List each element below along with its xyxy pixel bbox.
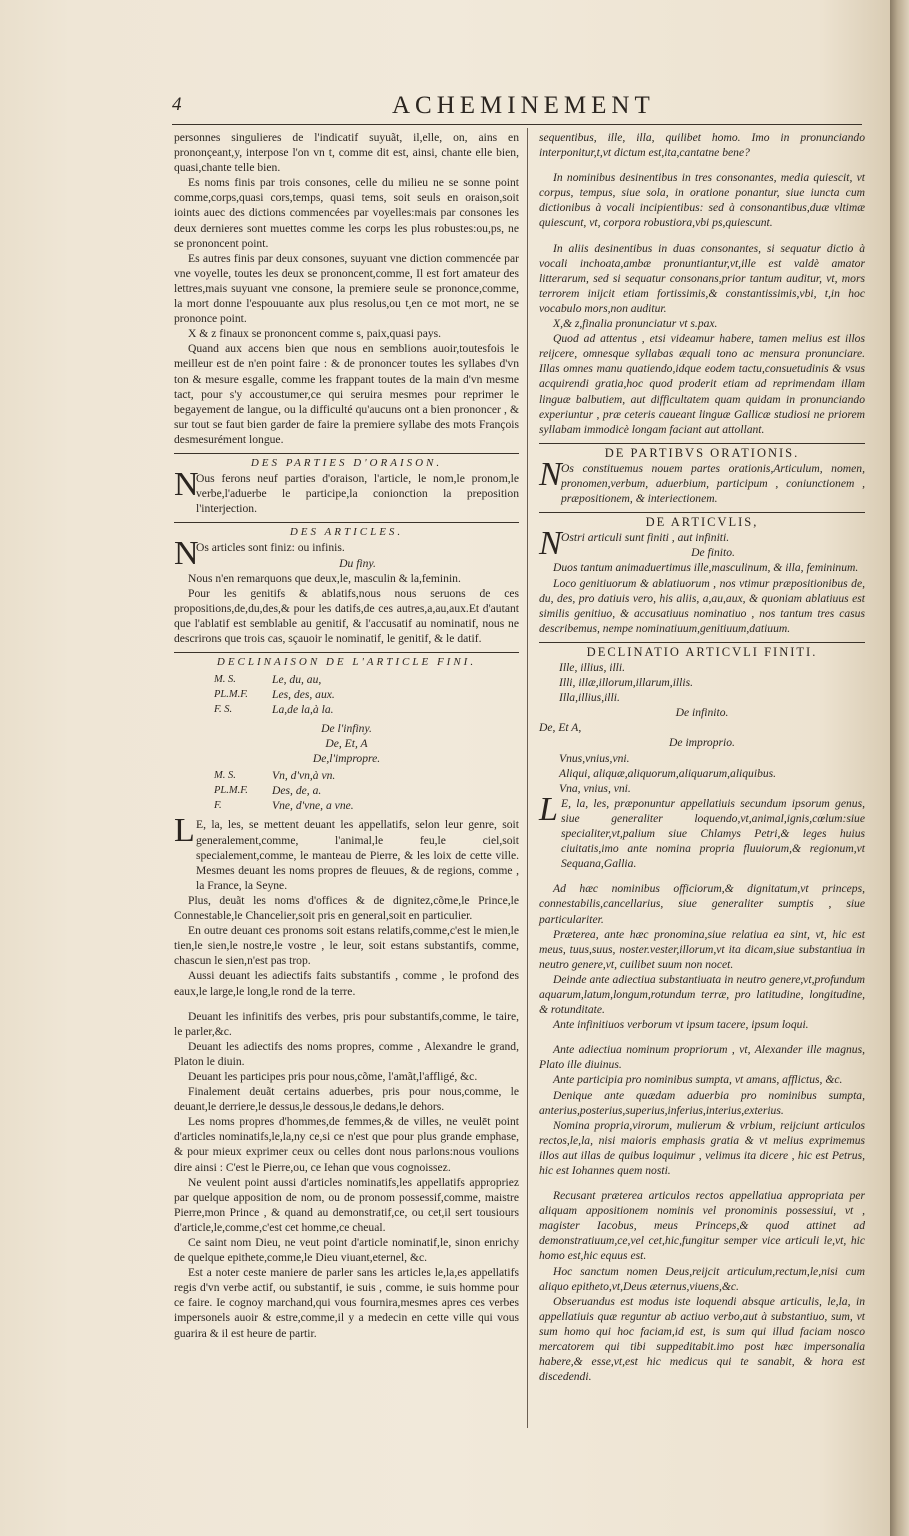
subheading: De infinito. [675, 706, 729, 720]
paragraph: Nous n'en remarquons que deux,le, masculin & la,feminin. [188, 571, 461, 585]
paradigm-table [214, 672, 519, 717]
drop-cap: N [539, 525, 562, 563]
section-declinaison [174, 652, 519, 1341]
paradigm-label: F. [214, 800, 222, 812]
paragraph: Finalement deuãt certains aduerbes, pris pour nous,comme, le deuant,le derriere,le dessus,le dessous,le dedans,le dehors. [174, 1085, 519, 1114]
paradigm-lines [539, 751, 865, 796]
page-header [172, 92, 862, 128]
drop-cap: L [539, 790, 558, 828]
paradigm-table [214, 768, 519, 813]
section-title: DES PARTIES D'ORAISON. [250, 456, 443, 469]
spacer [174, 999, 519, 1009]
paradigm-line: Illi, illæ,illorum,illarum,illis. [559, 676, 693, 690]
subheading: Du finy. [339, 556, 376, 570]
paradigm-row [214, 672, 519, 687]
paragraph: Ante adiectiua nominum propriorum , vt, Alexander ille magnus, Plato ille diuinus. [539, 1043, 865, 1072]
subheading: De,l'impropre. [312, 752, 381, 766]
paragraph: Ad hæc nominibus officiorum,& dignitatum,vt princeps, connestabilis,cancellarius, siue generaliter sumptis , siue particulariter. [539, 882, 865, 926]
section-rule [174, 453, 519, 454]
paragraph: Ante participia pro nominibus sumpta, vt amans, afflictus, &c. [553, 1073, 843, 1087]
paradigm-line: Vna, vnius, vni. [559, 781, 631, 795]
paragraph: Deuant les infinitifs des verbes, pris pour substantifs,comme, le taire, le parler,&c. [174, 1009, 519, 1038]
book-gutter [890, 0, 909, 1536]
paragraph: Deuant les adiectifs des noms propres, comme , Alexandre le grand, Platon le diuin. [174, 1039, 519, 1068]
column-divider [527, 128, 528, 1428]
paradigm-forms: Vn, d'vn,à vn. [272, 769, 336, 783]
paradigm-row [214, 783, 519, 798]
paragraph: X & z finaux se prononcent comme s, paix,quasi pays. [188, 327, 442, 341]
section-articulis [539, 512, 865, 636]
paradigm-forms: Des, de, a. [272, 784, 322, 798]
paradigm-label: PL.M.F. [214, 689, 248, 701]
paragraph: Quand aux accens bien que nous en semblions auoir,toutesfois le meilleur est de n'en point faire : & de prononcer toutes les syllabes d'vn ton & mesure esgalle, comme les frappant toutes de la main d'vn mesme tact, pour s'y accoustumer,ce qui seruira mesmes pour reprimer le begayement de langue, ou la difficulté qu'aucuns ont a bien prononcer , & sur tout se faut bien garder de faire la premiere syllabe des mots François desmesurément longue. [174, 342, 519, 446]
paradigm-lines [539, 660, 865, 705]
french-column [174, 130, 519, 1341]
section-rule [174, 522, 519, 523]
paragraph: Deinde ante adiectiua substantiuata in neutro genere,vt,profundum aquarum,latum,longum,rotundum terræ, pro latitudine, longitudine, & rotunditate. [539, 972, 865, 1017]
paragraph: Plus, deuãt les noms d'offices & de dignitez,cõme,le Prince,le Connestable,le Chancelier,soit pris en general,soit en particulier. [174, 893, 519, 923]
paragraph-text: E, la, les, se mettent deuant les appellatifs, selon leur genre, soit generalement,comme, l'animal,le feu,le ciel,soit specialement,comme, le manteau de Pierre, & les loix de cette ville. Mesmes deuant les noms propres de fleuues, & de regions, comme , la France, la Seyne. [196, 818, 519, 892]
paragraph: personnes singulieres de l'indicatif suyuãt, il,elle, on, ains en prononçeant,y, interpose l'on vn t, comme dit est, ainsi, chante elle bien, quasi,chante telle bien. [174, 131, 519, 175]
paradigm-label: PL.M.F. [214, 785, 248, 797]
paradigm-line: Illa,illius,illi. [559, 691, 620, 705]
paragraph: Recusant præterea articulos rectos appellatiua appropriata per aliquam appositionem nominis vel pronominis possessiui, vt , magister Iacobus, meus Princeps,& quod attinet ad demonstratiuum,ce,vel cet,hic,fungitur semper vice articuli le,vt, hic homo est,hic equus est. [539, 1189, 865, 1263]
paragraph: Pour les genitifs & ablatifs,nous nous seruons de ces propositions,de,du,des,& pour les datifs,de ces autres,a,au,aux.Et d'autant que l'ablatif est semblable au genitif, & l'accusatif au nominatif, nous ne descrirons que trois cas, sçauoir le nominatif, le genitif, & le datif. [174, 586, 519, 645]
paradigm-forms: Les, des, aux. [272, 688, 335, 702]
section-declinatio [539, 642, 865, 1384]
paragraph: Denique ante quædam aduerbia pro nominibus sumpta, anterius,posterius,superius,inferius,interius,exterius. [539, 1088, 865, 1117]
section-title: DE ARTICVLIS, [645, 515, 759, 530]
subheading: De, Et, A [325, 737, 368, 751]
paragraph [539, 790, 865, 871]
paragraph: Ce saint nom Dieu, ne veut point d'article nominatif,le, sinon enrichy de quelque epithete,comme,le Dieu viuant,eternel, &c. [174, 1236, 519, 1265]
running-title: ACHEMINEMENT [392, 92, 655, 119]
paradigm-line: Ille, illius, illi. [559, 661, 626, 674]
paragraph: Ante infinitiuos verborum vt ipsum tacere, ipsum loqui. [553, 1018, 809, 1032]
section-title: DECLINATIO ARTICVLI FINITI. [586, 644, 818, 659]
paragraph: Loco genitiuorum & ablatiuorum , nos vtimur præpositionibus de, du, des, pro datiuis vero, his aliis, a,au,aux, & quoniam ablatiuus est similis genitiuo, & accusatiuus nominatiuo , nos tantum tres casus describemus, nempe nominatiuum,genitiuum,datiuum. [539, 576, 865, 635]
paragraph-text: Ostri articuli sunt finiti , aut infiniti. [561, 531, 730, 545]
paradigm-forms: Le, du, au, [272, 673, 322, 687]
section-rule [539, 512, 865, 513]
spacer [539, 231, 865, 241]
header-rule [172, 124, 862, 125]
paragraph-text: Os articles sont finiz: ou infinis. [196, 541, 345, 555]
section-title: DES ARTICLES. [289, 526, 404, 539]
paradigm-row [214, 798, 519, 813]
drop-cap: N [174, 535, 199, 573]
paragraph: Præterea, ante hæc pronomina,siue relatiua ea sint, vt, hic est meus, tuus,suus, noster.vester,illorum,vt ita dicam,siue substantiua in neutro genere,vt, cuilibet suum non nocet. [539, 927, 865, 971]
paragraph-text: Os constituemus nouem partes orationis,Articulum, nomen, pronomen,verbum, aduerbium, participum , coniunctionem , præpositionem, & interiectionem. [561, 461, 865, 506]
paradigm-label: F. S. [214, 704, 233, 716]
subheading: De improprio. [669, 736, 735, 750]
section-rule [539, 642, 865, 643]
paradigm-forms: Vne, d'vne, a vne. [272, 799, 354, 813]
paragraph: Obseruandus est modus iste loquendi absque articulis, le,la, in appellatiuis quæ reguntur ab actiuo verbo,aut à substantiuo, sum, vt sum homo qui hoc faciam,id est, is sum qui illud faciam nosco mercatorem qui tibi suppeditabit.imo post hæc impersonalia habere,& esse,vt,est hic medicus qui te sanabit, & hora est discedendi. [539, 1294, 865, 1384]
paragraph: Est a noter ceste maniere de parler sans les articles le,la,es appellatifs regis d'vn verbe actif, ou substantif, ie suis , comme, ie suis homme pour ce faire. Ie cognoy marchand,qui vous fournira,mesmes apres ces verbes impersonels auoir & estre,comme,il y a medecin en cette ville qui vous guarira & il est heure de partir. [174, 1266, 519, 1340]
paragraph: sequentibus, ille, illa, quilibet homo. Imo in pronunciando interponitur,t,vt dictum est,ita,cantatne bene? [539, 131, 865, 160]
paragraph: Quod ad attentus , etsi videamur habere, tamen melius est illos reijcere, omnesque syllabas æquali tono ac mensura pronunciare. Illas omnes manu quatiendo,idque eodem tactu,consuetudinis & vsus acquirendi gratia,hoc quod proderit etiam ad reprimendam illam linguæ balbutiem, aut difficultatem quam quidam in pronunciando experiuntur , præ ceteris caueant linguæ Gallicæ studiosi ne priorem syllabam immodicè longam faciant aut attollant. [539, 332, 865, 436]
subheading: De finito. [691, 546, 735, 560]
section-rule [174, 652, 519, 653]
section-partibus [539, 443, 865, 506]
paragraph: Es noms finis par trois consones, celle du milieu ne se sonne point comme,corps,quasi cors,temps, quasi tems, soit seuls en oraison,soit ioints auec des dictions commencées par voyelles:mais par consones les deux dernieres sont muettes comme les corps les plus robustes:ou,ps, ne se prononcent point. [174, 176, 519, 250]
paragraph: In aliis desinentibus in duas consonantes, si sequatur dictio à vocali inchoata,ambæ pronuntiantur,vt,ille est valdè amator litterarum, sed si sequatur consonans,prior tantum auditur, vt, mors terrorem inijcit etiam fortissimis,& constantissimis,vbi, t,in hoc vocabulo mors,non auditur. [539, 241, 865, 315]
paradigm-label: M. S. [214, 674, 236, 686]
section-parties [174, 453, 519, 516]
latin-column [539, 130, 865, 1384]
paragraph [174, 535, 519, 573]
section-articles [174, 522, 519, 646]
paragraph-text: Ous ferons neuf parties d'oraison, l'article, le nom,le pronom,le verbe,l'aduerbe le participe,la conionction la preposition l'interjection. [196, 472, 519, 516]
paradigm-row [214, 768, 519, 783]
paragraph: Aussi deuant les adiectifs faits substantifs , comme , le profond des eaux,le large,le long,le rond de la terre. [174, 969, 519, 998]
paragraph: X,& z,finalia pronunciatur vt s.pax. [553, 317, 718, 331]
paragraph: En outre deuant ces pronoms soit estans relatifs,comme,c'est le mien,le tien,le sien,le nostre,le vostre , le leur, soit estans substantifs, comme, chascun le sien,n'est pas trop. [174, 924, 519, 968]
paradigm-line: Vnus,vnius,vni. [559, 751, 630, 765]
paradigm-label: M. S. [214, 770, 236, 782]
paragraph: Duos tantum animaduertimus ille,masculinum, & illa, femininum. [553, 561, 859, 575]
paragraph: Nomina propria,virorum, mulierum & vrbium, reijciunt articulos rectos,le,la, nisi maioris emphasis gratia & vt melius exprimemus illos aut illas de quibus loquimur , velimus ita dicere , hic est Petrus, hic est Iohannes quem nosti. [539, 1118, 865, 1177]
subheading: De, Et A, [539, 721, 582, 735]
paragraph [174, 812, 519, 892]
page-number: 4 [172, 94, 182, 115]
section-rule [539, 443, 865, 444]
paragraph: Ne veulent point aussi d'articles nominatifs,les appellatifs appropriez par quelque apposition de nom, ou de pronom possessif,comme, maistre Pierre,mon Prince , & quand au demonstratif,ce, ou cet,il sert tousiours d'article,le,comme,c'est cet homme,ce cheual. [174, 1175, 519, 1234]
spacer [539, 160, 865, 170]
spacer [539, 871, 865, 881]
drop-cap: N [174, 466, 199, 504]
drop-cap: L [174, 812, 195, 850]
section-title: DE PARTIBVS ORATIONIS. [604, 445, 800, 460]
paradigm-row [214, 702, 519, 717]
subheading: De l'infiny. [321, 722, 372, 736]
paragraph [539, 525, 865, 563]
paradigm-forms: La,de la,à la. [272, 703, 334, 717]
paragraph: Les noms propres d'hommes,de femmes,& de villes, ne veulēt point d'articles nominatifs,le,la,ny ce,si ce n'est que pour plus grande emphase, & pour mieux exprimer ceux ou celles dont nous parlons:nous voulions dire ainsi : C'est le Pierre,ou, ce Iehan que vous cognoissez. [174, 1115, 519, 1174]
paragraph: Es autres finis par deux consones, suyuant vne diction commencée par vne voyelle, toutes les deux se prononcent,comme, Il est fort amateur des lettres,mais suyuant vne consone, la premiere seule se prononce,comme, la mort donne l'espouuante aux plus resolus,ou t,en ce mot mort, ne se prononce point. [174, 251, 519, 326]
paragraph: Deuant les participes pris pour nous,cõme, l'amãt,l'affligé, &c. [188, 1069, 478, 1083]
spacer [539, 1178, 865, 1188]
paragraph-text: E, la, les, præponuntur appellatiuis secundum ipsorum genus, siue generaliter loquendo,vt,animal,ignis,cœlum:siue specialiter,vt,palium siue Chlamys Petri,& leges huius ciuitatis,imo ante nomina propria fluuiorum,& regionum,vt Sequana,Gallia. [561, 796, 865, 871]
paragraph: Hoc sanctum nomen Deus,reijcit articulum,rectum,le,nisi cum aliquo epitheto,vt,Deus æternus,viuens,&c. [539, 1264, 865, 1293]
paragraph [539, 455, 865, 506]
paradigm-row [214, 687, 519, 702]
spacer [539, 1032, 865, 1042]
paragraph [174, 466, 519, 516]
section-title: DECLINAISON DE L'ARTICLE FINI. [216, 656, 477, 669]
paragraph: In nominibus desinentibus in tres consonantes, media quiescit, vt corpus, tempus, siue sola, in oratione ponantur, siue iuncta cum dictionibus à vocali incipientibus: sed à consonantibus,duæ vltimæ quiescunt, vt, corpora robustiora,vbi ps,quiescunt. [539, 171, 865, 230]
paradigm-line: Aliqui, aliquæ,aliquorum,aliquarum,aliquibus. [559, 766, 777, 780]
drop-cap: N [539, 455, 562, 493]
